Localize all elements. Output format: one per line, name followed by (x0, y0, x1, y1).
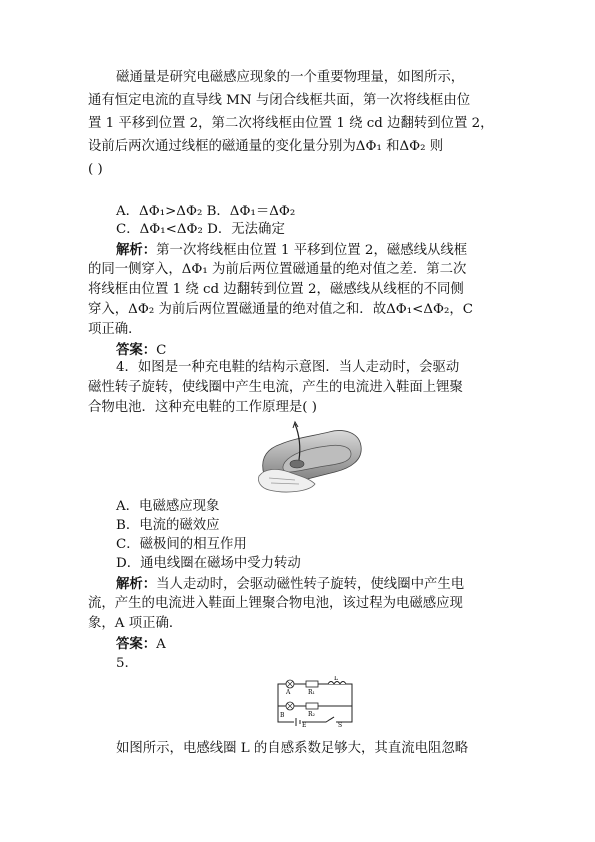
q4-option-b: B．电流的磁效应 (116, 518, 220, 533)
q3-stem-line-2: 通有恒定电流的直导线 MN 与闭合线框共面，第一次将线框由位 (88, 93, 471, 108)
q4-analysis-label: 解析： (116, 576, 157, 592)
q4-option-c: C．磁极间的相互作用 (116, 537, 247, 552)
q3-analysis-line-4: 穿入，ΔΦ₂ 为前后两位置磁通量的绝对值之和．故ΔΦ₁<ΔΦ₂，C (88, 302, 473, 317)
q4-stem-line-3: 合物电池．这种充电鞋的工作原理是( ) (88, 400, 317, 415)
q4-stem-line-2: 磁性转子旋转，使线圈中产生电流，产生的电流进入鞋面上锂聚 (88, 380, 463, 395)
q3-stem-line-4: 设前后两次通过线框的磁通量的变化量分别为ΔΦ₁ 和ΔΦ₂ 则 (88, 139, 444, 154)
label-r2: R₂ (308, 711, 315, 718)
label-inductor-l: L (334, 676, 338, 682)
q4-stem-line-1: 4．如图是一种充电鞋的结构示意图．当人走动时，会驱动 (116, 360, 460, 375)
label-r1: R₁ (308, 689, 315, 696)
label-battery-e: E (302, 722, 307, 728)
label-switch-s: S (338, 722, 343, 728)
q5-stem-line-1: 如图所示，电感线圈 L 的自感系数足够大，其直流电阻忽略 (116, 741, 469, 756)
q3-option-cd: C．ΔΦ₁<ΔΦ₂ D．无法确定 (116, 222, 285, 237)
q4-answer (116, 634, 166, 655)
q3-stem-line-5: ( ) (88, 162, 103, 177)
q4-analysis-line-3: 象，A 项正确． (88, 616, 183, 631)
q3-analysis-line-3: 将线框由位置 1 绕 cd 边翻转到位置 2，磁感线从线框的不同侧 (88, 282, 464, 297)
q3-option-ab: A．ΔΦ₁>ΔΦ₂ B．ΔΦ₁＝ΔΦ₂ (116, 204, 296, 219)
q4-analysis-text-1: 当人走动时，会驱动磁性转子旋转，使线圈中产生电 (156, 577, 465, 592)
q4-answer-label: 答案： (116, 636, 157, 652)
q3-answer-label: 答案： (116, 342, 157, 358)
q3-analysis-line-2: 的同一侧穿入，ΔΦ₁ 为前后两位置磁通量的绝对值之差．第二次 (88, 262, 467, 277)
q4-option-a: A．电磁感应现象 (116, 499, 220, 514)
q3-stem-line-1: 磁通量是研究电磁感应现象的一个重要物理量，如图所示， (116, 70, 465, 85)
q3-stem-line-3: 置 1 平移到位置 2，第二次将线框由位置 1 绕 cd 边翻转到位置 2， (88, 116, 494, 131)
q3-analysis-label: 解析： (116, 242, 157, 258)
label-lamp-b: B (280, 712, 285, 719)
q4-option-d: D．通电线圈在磁场中受力转动 (116, 556, 301, 571)
q4-analysis-line-1 (116, 574, 464, 595)
q5-number: 5. (116, 656, 129, 671)
q4-answer-value: A (156, 637, 166, 652)
q3-analysis-line-5: 项正确． (88, 322, 142, 337)
q3-analysis-line-1 (116, 240, 467, 261)
charging-shoe-figure (255, 418, 367, 496)
q3-answer-value: C (156, 343, 167, 358)
q3-analysis-text-1: 第一次将线框由位置 1 平移到位置 2，磁感线从线框 (156, 243, 468, 258)
circuit-diagram (272, 676, 358, 728)
label-lamp-a: A (286, 689, 291, 696)
q4-analysis-line-2: 流，产生的电流进入鞋面上锂聚合物电池，该过程为电磁感应现 (88, 596, 463, 611)
